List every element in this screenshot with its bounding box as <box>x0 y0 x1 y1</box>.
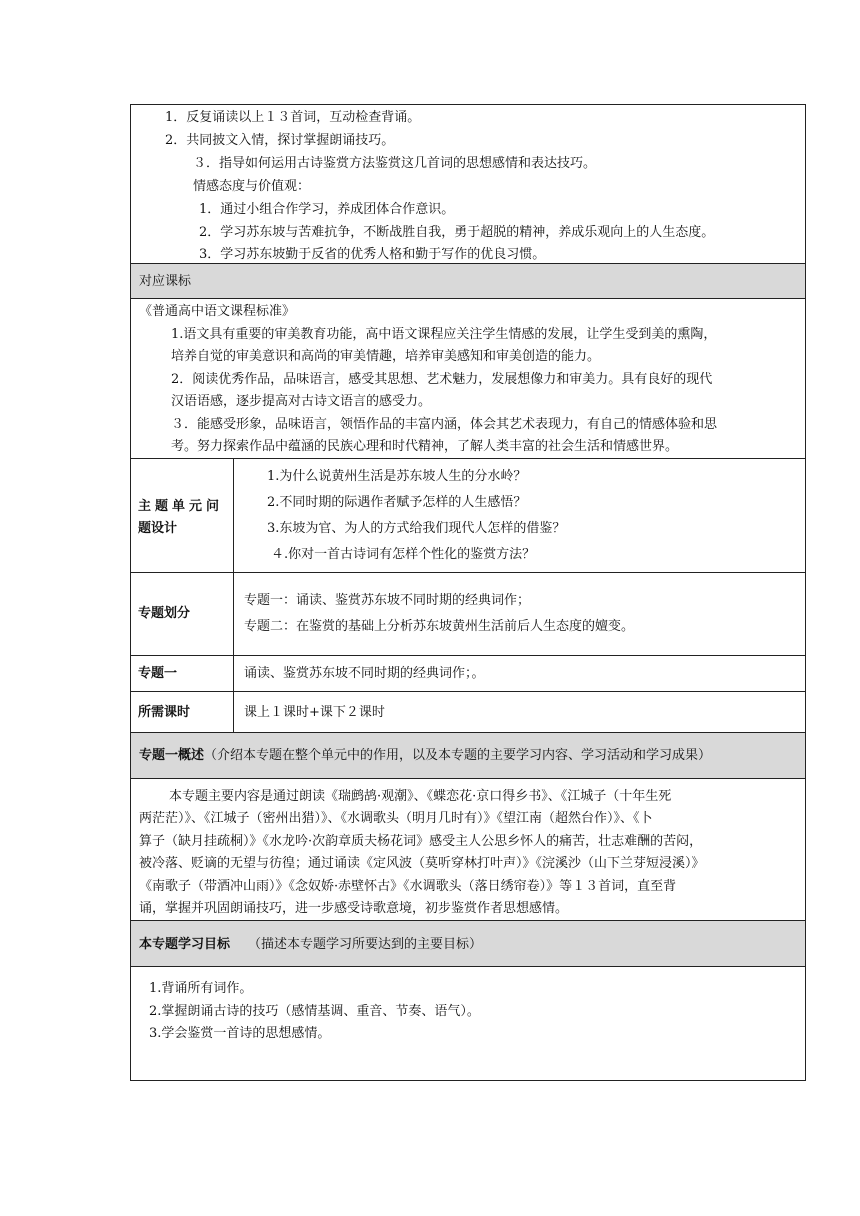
overview-line: 算子（缺月挂疏桐）》《水龙吟·次韵章质夫杨花词》感受主人公思乡怀人的痛苦，壮志难酬的苦闷， <box>139 834 703 849</box>
standards-source: 《普通高中语文课程标准》 <box>139 304 296 319</box>
questions-content-cell <box>234 459 805 572</box>
overview-line: 本专题主要内容是通过朗读《瑞鹧鸪·观潮》、《蝶恋花·京口得乡书》、《江城子（十年生死 <box>169 789 672 804</box>
goals-content <box>130 967 806 1081</box>
questions-row <box>130 459 806 573</box>
question-item: 3.东坡为官、为人的方式给我们现代人怎样的借鉴？ <box>267 521 566 536</box>
goal-item: 3.学会鉴赏一首诗的思想感情。 <box>149 1026 331 1041</box>
topic-item: 专题一：诵读、鉴赏苏东坡不同时期的经典词作； <box>244 593 531 608</box>
overview-line: 两茫茫）》、《江城子（密州出猎）》、《水调歌头（明月几时有）》《望江南（超然台作）》、《卜 <box>139 811 653 826</box>
topic-one-text: 诵读、鉴赏苏东坡不同时期的经典词作；。 <box>244 666 485 681</box>
values-heading: 情感态度与价值观： <box>193 179 311 194</box>
standards-line: 1.语文具有重要的审美教育功能，高中语文课程应关注学生情感的发展，让学生受到美的熏陶， <box>171 327 717 342</box>
question-item: 1.为什么说黄州生活是苏东坡人生的分水岭？ <box>267 469 527 484</box>
standards-line: 汉语语感，逐步提高对古诗文语言的感受力。 <box>171 394 432 409</box>
overview-content <box>130 779 806 921</box>
objectives-section <box>130 104 806 264</box>
overview-header <box>130 733 806 779</box>
hours-content-cell <box>234 692 805 732</box>
overview-header-text <box>139 748 711 764</box>
values-line: 1．通过小组合作学习，养成团体合作意识。 <box>199 202 455 217</box>
standards-header-label: 对应课标 <box>139 274 192 289</box>
hours-row <box>130 692 806 733</box>
goal-item: 2.掌握朗诵古诗的技巧（感情基调、重音、节奏、语气）。 <box>149 1004 480 1019</box>
standards-header <box>130 264 806 299</box>
lesson-plan-table <box>130 104 806 1081</box>
topics-division-row <box>130 573 806 656</box>
goals-header <box>130 921 806 967</box>
overview-line: 被冷落、贬谪的无望与彷徨；通过诵读《定风波（莫听穿林打叶声）》《浣溪沙（山下兰芽短浸溪）》 <box>139 856 705 871</box>
topic-one-row <box>130 656 806 692</box>
questions-label: 题设计 <box>138 521 178 536</box>
topic-one-label-cell <box>131 656 234 691</box>
topics-division-content-cell <box>234 573 805 655</box>
standards-content <box>130 299 806 459</box>
hours-label: 所需课时 <box>138 705 191 720</box>
topics-division-label-cell <box>131 573 234 655</box>
overview-header-note: （介绍本专题在整个单元中的作用，以及本专题的主要学习内容、学习活动和学习成果） <box>204 748 712 763</box>
topic-one-label: 专题一 <box>138 666 178 681</box>
hours-text: 课上１课时+课下２课时 <box>244 705 385 720</box>
standards-line: 2．阅读优秀作品，品味语言，感受其思想、艺术魅力，发展想像力和审美力。具有良好的现代 <box>171 372 713 387</box>
standards-line: ３．能感受形象，品味语言，领悟作品的丰富内涵，体会其艺术表现力，有自己的情感体验和思 <box>171 417 718 432</box>
goal-item: 1.背诵所有词作。 <box>149 981 253 996</box>
standards-line: 培养自觉的审美意识和高尚的审美情趣，培养审美感知和审美创造的能力。 <box>171 349 601 364</box>
values-line: 3．学习苏东坡勤于反省的优秀人格和勤于写作的优良习惯。 <box>199 247 546 262</box>
topics-division-label: 专题划分 <box>138 606 191 621</box>
values-line: 2．学习苏东坡与苦难抗争，不断战胜自我，勇于超脱的精神，养成乐观向上的人生态度。 <box>199 225 715 240</box>
goals-header-title: 本专题学习目标 <box>139 937 231 952</box>
standards-line: 考。努力探索作品中蕴涵的民族心理和时代精神，了解人类丰富的社会生活和情感世界。 <box>171 439 679 454</box>
questions-label: 主题单元问 <box>138 499 224 514</box>
overview-line: 诵，掌握并巩固朗诵技巧，进一步感受诗歌意境，初步鉴赏作者思想感情。 <box>139 901 569 916</box>
questions-label-cell <box>131 459 234 572</box>
objective-line: ３．指导如何运用古诗鉴赏方法鉴赏这几首词的思想感情和表达技巧。 <box>193 156 597 171</box>
goals-header-text <box>139 937 482 953</box>
topic-item: 专题二：在鉴赏的基础上分析苏东坡黄州生活前后人生态度的嬗变。 <box>244 619 635 634</box>
overview-header-title: 专题一概述 <box>139 748 205 763</box>
overview-line: 《南歌子（带酒冲山雨）》《念奴娇·赤壁怀古》《水调歌头（落日绣帘卷）》等１３首词，直至背 <box>139 879 677 894</box>
goals-header-note: （描述本专题学习所要达到的主要目标） <box>248 937 483 952</box>
objective-line: 2．共同披文入情，探讨掌握朗诵技巧。 <box>165 133 395 148</box>
question-item: ４.你对一首古诗词有怎样个性化的鉴赏方法？ <box>271 547 536 562</box>
hours-label-cell <box>131 692 234 732</box>
question-item: 2.不同时期的际遇作者赋予怎样的人生感悟？ <box>267 495 527 510</box>
topic-one-content-cell <box>234 656 805 691</box>
objective-line: 1．反复诵读以上１３首词，互动检查背诵。 <box>165 110 421 125</box>
